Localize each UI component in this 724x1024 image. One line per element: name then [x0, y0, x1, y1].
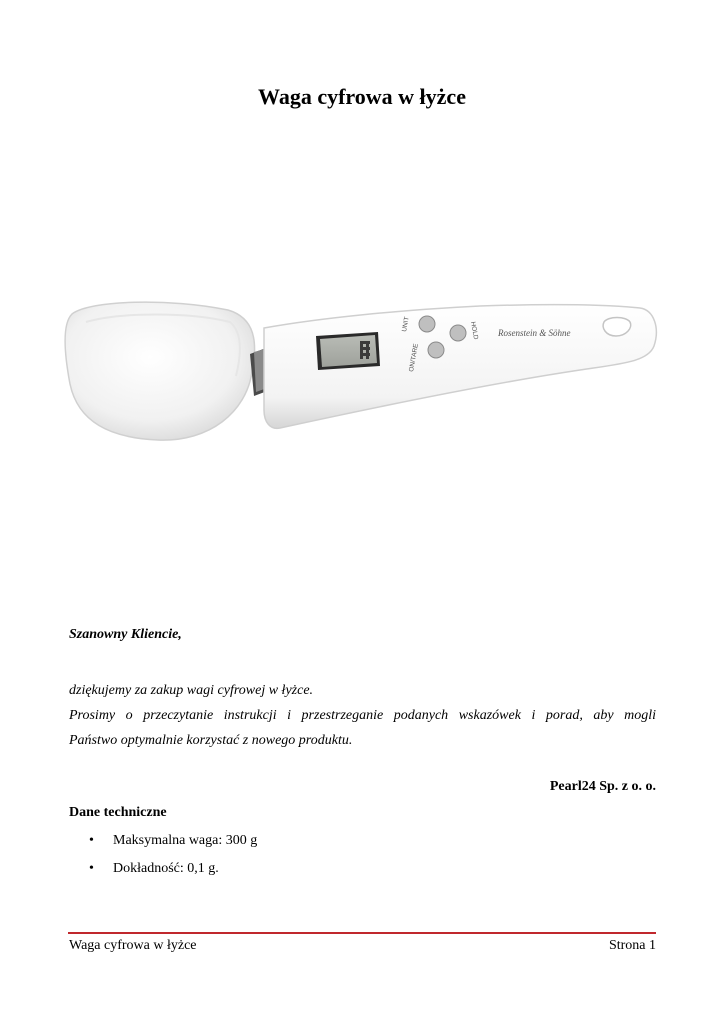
intro-line-3: Państwo optymalnie korzystać z nowego produktu.: [69, 733, 353, 748]
unit-button-label: UNIT: [401, 316, 411, 333]
spoon-scale-image: [60, 292, 664, 448]
ontare-button-label: ON/TARE: [408, 343, 420, 373]
list-item: [69, 858, 257, 886]
footer-divider: [68, 932, 656, 934]
brand-logo-text: Rosenstein & Söhne: [498, 328, 571, 338]
intro-line-1: dziękujemy za zakup wagi cyfrowej w łyżce.: [69, 683, 314, 698]
tech-heading: Dane techniczne: [69, 805, 167, 820]
bullet-icon: •: [89, 861, 94, 876]
spec-max-weight: Maksymalna waga: 300 g: [113, 833, 258, 848]
intro-text: [69, 678, 656, 753]
document-title: Waga cyfrowa w łyżce: [258, 84, 466, 109]
bullet-icon: •: [89, 833, 94, 848]
greeting: Szanowny Kliencie,: [69, 627, 182, 642]
list-item: [69, 830, 257, 858]
intro-line-2: Prosimy o przeczytanie instrukcji i przestrzeganie podanych wskazówek i porad, aby mogli: [69, 708, 656, 723]
footer-page-number: Strona 1: [608, 938, 656, 953]
company-name: Pearl24 Sp. z o. o.: [549, 779, 656, 794]
hold-button-label: HOLD: [469, 321, 480, 341]
tech-spec-list: [69, 830, 257, 886]
spec-accuracy: Dokładność: 0,1 g.: [113, 861, 219, 876]
footer-title: Waga cyfrowa w łyżce: [69, 938, 197, 953]
